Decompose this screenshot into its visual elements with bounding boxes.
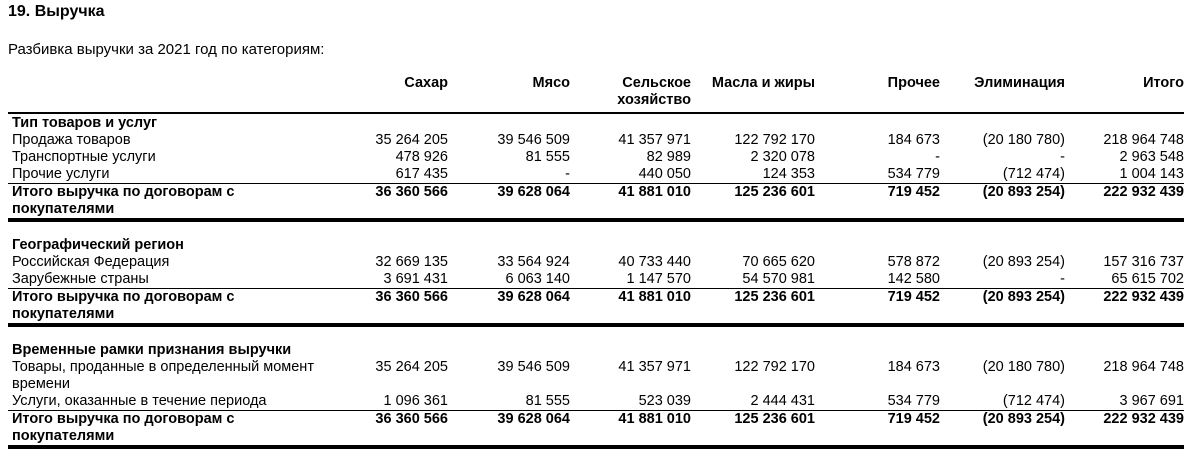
value-elimination: (712 474) <box>940 166 1065 184</box>
total-other: 719 452 <box>815 411 940 448</box>
section-heading: Тип товаров и услуг <box>12 115 158 131</box>
total-total: 222 932 439 <box>1065 289 1184 326</box>
row-label: Зарубежные страны <box>8 271 338 289</box>
header-agriculture: Сельское хозяйство <box>617 75 691 108</box>
value-meat: 39 546 509 <box>497 132 570 148</box>
total-agriculture: 41 881 010 <box>570 184 691 221</box>
total-sugar: 36 360 566 <box>338 411 448 448</box>
row-label: Услуги, оказанные в течение периода <box>8 393 338 411</box>
total-label: Итого выручка по договорам с покупателями <box>8 289 338 326</box>
value-other: 534 779 <box>815 166 940 184</box>
header-other: Прочее <box>887 75 940 91</box>
value-meat: 33 564 924 <box>497 254 570 270</box>
value-agriculture: 41 357 971 <box>618 132 691 148</box>
table-row <box>8 149 1184 166</box>
table-header-row <box>8 74 1184 113</box>
value-other: - <box>935 149 940 165</box>
total-meat: 39 628 064 <box>448 289 570 326</box>
value-total: 3 967 691 <box>1065 393 1184 411</box>
header-oils-fats: Масла и жиры <box>711 75 815 91</box>
value-total: 157 316 737 <box>1103 254 1184 270</box>
value-sugar: 35 264 205 <box>375 132 448 148</box>
table-row <box>8 166 1184 184</box>
value-total: 218 964 748 <box>1103 359 1184 375</box>
section-spacer <box>8 325 1184 341</box>
total-label: Итого выручка по договорам с покупателями <box>8 411 338 448</box>
section-heading-row <box>8 236 1184 254</box>
value-oils-fats: 70 665 620 <box>742 254 815 270</box>
table-row <box>8 254 1184 271</box>
value-elimination: (20 180 780) <box>982 132 1065 148</box>
value-oils-fats: 2 320 078 <box>750 149 815 165</box>
value-total: 65 615 702 <box>1065 271 1184 289</box>
section-title: 19. Выручка <box>8 3 105 20</box>
total-meat: 39 628 064 <box>448 411 570 448</box>
total-other: 719 452 <box>815 184 940 221</box>
total-oils-fats: 125 236 601 <box>691 184 815 221</box>
value-sugar: 617 435 <box>338 166 448 184</box>
value-agriculture: 440 050 <box>570 166 691 184</box>
row-label: Транспортные услуги <box>12 149 156 165</box>
value-sugar: 35 264 205 <box>375 359 448 375</box>
total-sugar: 36 360 566 <box>338 289 448 326</box>
value-oils-fats: 122 792 170 <box>734 359 815 375</box>
section-heading-row <box>8 341 1184 359</box>
value-oils-fats: 124 353 <box>691 166 815 184</box>
value-meat: - <box>448 166 570 184</box>
value-total: 1 004 143 <box>1065 166 1184 184</box>
total-row <box>8 289 1184 326</box>
total-meat: 39 628 064 <box>448 184 570 221</box>
value-oils-fats: 122 792 170 <box>734 132 815 148</box>
table-row <box>8 132 1184 149</box>
total-sugar: 36 360 566 <box>338 184 448 221</box>
total-agriculture: 41 881 010 <box>570 411 691 448</box>
total-elimination: (20 893 254) <box>940 411 1065 448</box>
total-elimination: (20 893 254) <box>940 289 1065 326</box>
total-oils-fats: 125 236 601 <box>691 289 815 326</box>
revenue-breakdown-table <box>8 74 1184 449</box>
total-oils-fats: 125 236 601 <box>691 411 815 448</box>
header-sugar: Сахар <box>404 75 448 91</box>
value-sugar: 3 691 431 <box>338 271 448 289</box>
value-meat: 81 555 <box>525 149 570 165</box>
header-total: Итого <box>1143 75 1184 91</box>
value-elimination: (20 180 780) <box>982 359 1065 375</box>
section-heading-row <box>8 113 1184 132</box>
value-agriculture: 82 989 <box>646 149 691 165</box>
value-other: 184 673 <box>887 359 940 375</box>
table-row <box>8 271 1184 289</box>
section-heading: Географический регион <box>12 237 184 253</box>
row-label: Прочие услуги <box>8 166 338 184</box>
row-label: Продажа товаров <box>12 132 131 148</box>
total-other: 719 452 <box>815 289 940 326</box>
value-other: 578 872 <box>887 254 940 270</box>
value-total: 218 964 748 <box>1103 132 1184 148</box>
value-oils-fats: 54 570 981 <box>691 271 815 289</box>
table-caption: Разбивка выручки за 2021 год по категориям: <box>8 41 325 58</box>
value-other: 184 673 <box>887 132 940 148</box>
row-label: Российская Федерация <box>12 254 170 270</box>
value-meat: 6 063 140 <box>448 271 570 289</box>
value-oils-fats: 2 444 431 <box>691 393 815 411</box>
value-meat: 81 555 <box>448 393 570 411</box>
spacer-cell <box>8 220 1184 236</box>
total-total: 222 932 439 <box>1065 184 1184 221</box>
total-elimination: (20 893 254) <box>940 184 1065 221</box>
total-total: 222 932 439 <box>1065 411 1184 448</box>
value-agriculture: 1 147 570 <box>570 271 691 289</box>
value-agriculture: 41 357 971 <box>618 359 691 375</box>
table-row <box>8 359 1184 393</box>
table-row <box>8 393 1184 411</box>
value-meat: 39 546 509 <box>497 359 570 375</box>
spacer-cell <box>8 325 1184 341</box>
section-spacer <box>8 220 1184 236</box>
header-elimination: Элиминация <box>974 75 1065 91</box>
value-elimination: - <box>940 271 1065 289</box>
value-sugar: 32 669 135 <box>375 254 448 270</box>
value-sugar: 478 926 <box>395 149 448 165</box>
value-elimination: (20 893 254) <box>982 254 1065 270</box>
header-label <box>8 74 338 113</box>
value-elimination: - <box>1060 149 1065 165</box>
header-meat: Мясо <box>532 75 570 91</box>
value-elimination: (712 474) <box>940 393 1065 411</box>
value-other: 142 580 <box>815 271 940 289</box>
total-label: Итого выручка по договорам с покупателями <box>8 184 338 221</box>
total-row <box>8 411 1184 448</box>
total-row <box>8 184 1184 221</box>
total-agriculture: 41 881 010 <box>570 289 691 326</box>
value-other: 534 779 <box>815 393 940 411</box>
value-sugar: 1 096 361 <box>338 393 448 411</box>
value-agriculture: 523 039 <box>570 393 691 411</box>
row-label: Товары, проданные в определенный момент времени <box>12 359 314 392</box>
value-total: 2 963 548 <box>1119 149 1184 165</box>
value-agriculture: 40 733 440 <box>618 254 691 270</box>
section-heading: Временные рамки признания выручки <box>12 342 292 358</box>
